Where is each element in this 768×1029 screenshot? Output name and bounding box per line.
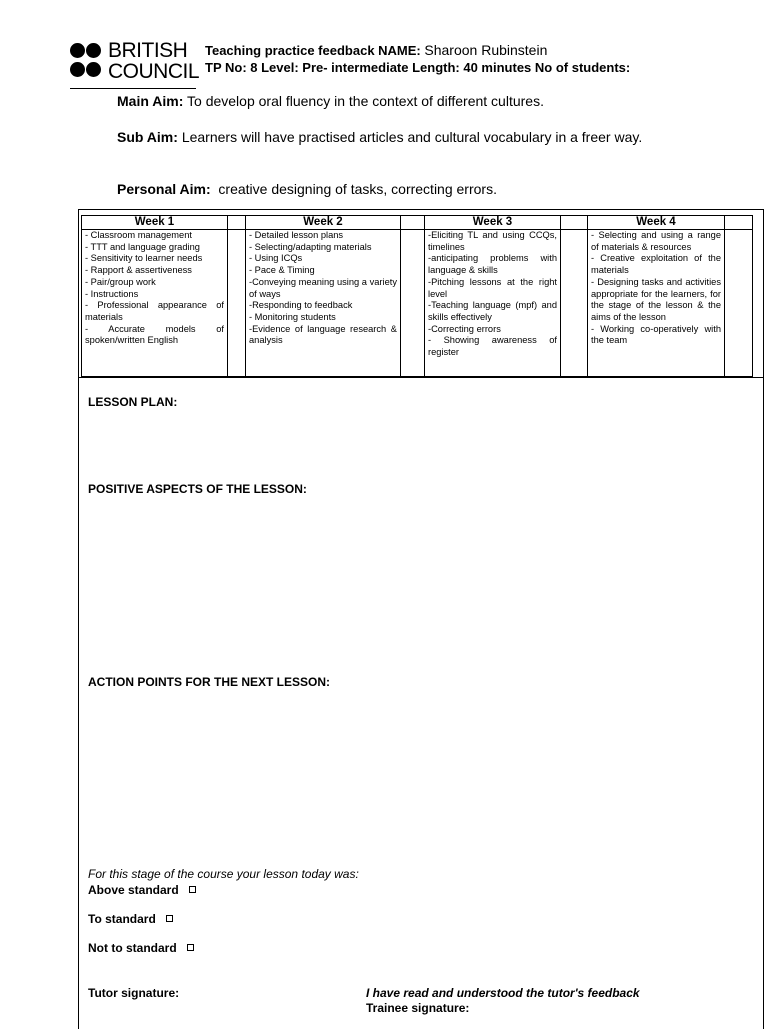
week-2-check[interactable] [401, 230, 425, 377]
above-standard-checkbox[interactable] [189, 886, 196, 893]
lesson-plan-heading: LESSON PLAN: [88, 395, 178, 409]
week-header-row [82, 216, 753, 230]
header-details: TP No: 8 Level: Pre- intermediate Length: 40 minutes No of students: [205, 60, 631, 75]
evaluation-prompt: For this stage of the course your lesson today was: [88, 867, 359, 881]
week-2-criteria: - Detailed lesson plans - Selecting/adapting materials - Using ICQs - Pace & Timing -Conveying meaning using a variety of ways -Responding to feedback - Monitoring students -Evidence of language research & analysis [246, 230, 401, 377]
week-4-title: Week 4 [588, 216, 725, 230]
week-content-row [82, 230, 753, 377]
main-aim: Main Aim: To develop oral fluency in the context of different cultures. [117, 93, 544, 109]
week-1-check[interactable] [228, 230, 246, 377]
header-title: Teaching practice feedback NAME: Sharoon Rubinstein [205, 42, 548, 58]
weekly-criteria-table [81, 215, 753, 377]
positive-aspects-heading: POSITIVE ASPECTS OF THE LESSON: [88, 482, 307, 496]
week-3-check[interactable] [561, 230, 588, 377]
trainee-signature-label: Trainee signature: [366, 1001, 470, 1015]
tutor-signature-label: Tutor signature: [88, 986, 180, 1000]
not-to-standard-option[interactable]: Not to standard [88, 941, 194, 955]
week-2-title: Week 2 [246, 216, 401, 230]
week-4-criteria: - Selecting and using a range of materials & resources - Creative exploitation of the materials - Designing tasks and activities appropriate for the learners, for the stage of the lesson & the aims of the lesson - Working co-operatively with the team [588, 230, 725, 377]
week-3-criteria: -Eliciting TL and using CCQs, timelines -anticipating problems with language & skills -Pitching lessons at the right level -Teaching language (mpf) and skills effectively -Correcting errors - Showing awareness of register [425, 230, 561, 377]
week-4-check[interactable] [725, 230, 753, 377]
sub-aim: Sub Aim: Learners will have practised articles and cultural vocabulary in a freer way. [117, 129, 643, 145]
week-3-title: Week 3 [425, 216, 561, 230]
british-council-logo [70, 39, 200, 84]
logo-wordmark: BRITISH COUNCIL [108, 39, 200, 83]
personal-aim: Personal Aim: creative designing of tasks, correcting errors. [117, 181, 497, 197]
week-1-title: Week 1 [82, 216, 228, 230]
action-points-heading: ACTION POINTS FOR THE NEXT LESSON: [88, 675, 331, 689]
trainee-name: Sharoon Rubinstein [424, 42, 548, 58]
to-standard-checkbox[interactable] [166, 915, 173, 922]
not-to-standard-checkbox[interactable] [187, 944, 194, 951]
above-standard-option[interactable]: Above standard [88, 883, 196, 897]
logo-dots-icon [70, 42, 104, 82]
feedback-acknowledgement: I have read and understood the tutor's feedback [366, 986, 640, 1000]
week-1-criteria: - Classroom management - TTT and language grading - Sensitivity to learner needs - Rapport & assertiveness - Pair/group work - Instructions - Professional appearance of materials - Accurate models of spoken/written English [82, 230, 228, 377]
logo-divider [70, 88, 196, 89]
table-divider [78, 377, 764, 378]
to-standard-option[interactable]: To standard [88, 912, 173, 926]
